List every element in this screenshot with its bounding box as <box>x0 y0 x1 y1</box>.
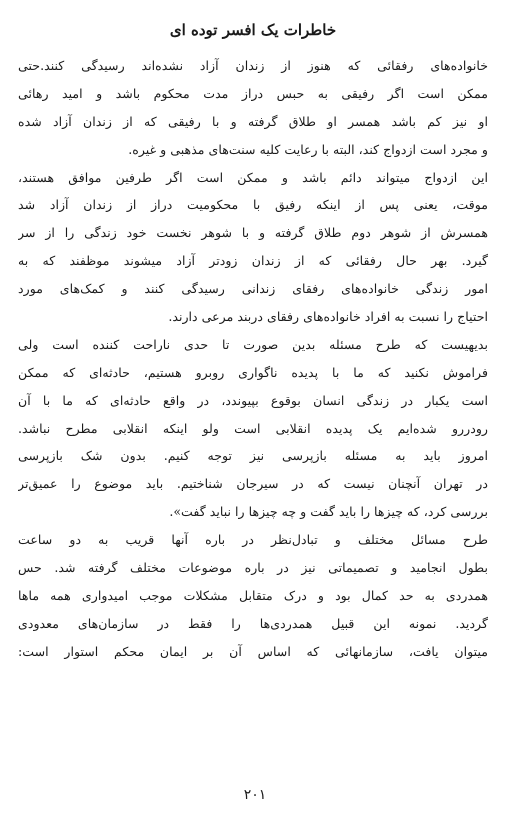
text-line: او نیز کم باشد همسر او طلاق گرفته و با رفیقی که از زندان آزاد شده <box>18 113 488 129</box>
text-line: گردید. نمونه این قبیل همدردی‌ها را فقط در سازمان‌های معدودی <box>18 615 488 631</box>
text-line: خانواده‌های رفقائی که هنوز از زندان آزاد نشده‌اند رسیدگی کنند.حتی <box>18 58 488 73</box>
text-line: همسرش از شوهر دوم طلاق گرفته و با شوهر نخست خود زندگی را از سر <box>18 225 488 241</box>
text-line: میتوان یافت، سازمانهائی که اساس آن بر ایمان محکم استوار است: <box>18 643 488 659</box>
running-header: خاطرات یک افسر توده ای <box>169 21 337 39</box>
text-line: امور زندگی خانواده‌های رفقای زندانی رسیدگی کنند و کمک‌های مورد <box>18 281 488 297</box>
text-line: امروز باید به مسئله بازپرسی نیز توجه کنیم. بدون شک بازپرسی <box>18 448 488 464</box>
text-line: بطول انجامید و تصمیماتی نیز در باره موضوعات مختلف گرفته شد. حس <box>18 560 488 576</box>
text-line: است یکبار در زندگی انسان بوقوع بپیوندد، در واقع حادثه‌ای که ما با آن <box>18 392 488 408</box>
text-line: این ازدواج میتواند دائم باشد و ممکن است اگر طرفین موافق هستند، <box>18 169 488 185</box>
text-line: ممکن است اگر رفیقی به حبس دراز مدت محکوم باشد و امید رهائی <box>18 85 488 101</box>
text-line: طرح مسائل مختلف و تبادل‌نظر در باره آنها قریب به دو ساعت <box>18 532 488 548</box>
text-line: گیرد. بهر حال رفقائی که از زندان زودتر آزاد میشوند موظفند که به <box>18 253 488 269</box>
body-text <box>18 52 488 666</box>
text-line: احتیاج را نسبت به افراد خانواده‌های رفقای دربند مرعی دارند. <box>168 309 488 325</box>
text-line: فراموش نکنید که ما با پدیده ناگواری روبرو هستیم، حادثه‌ای که ممکن <box>18 364 488 380</box>
text-line: در تهران آنچنان نیست که در سیرجان شناختیم. باید موضوع را عمیق‌تر <box>18 476 488 492</box>
page-number: ۲۰۱ <box>243 787 267 803</box>
text-line: بدیهیست که طرح مسئله بدین صورت تا حدی ناراحت کننده است ولی <box>18 336 488 352</box>
text-line: و مجرد است ازدواج کند، البته با رعایت کلیه سنت‌های مذهبی و غیره. <box>128 141 488 157</box>
text-line: موقت، یعنی پس از اینکه رفیق با محکومیت دراز از زندان آزاد شد <box>18 197 488 213</box>
text-line: بررسی کرد، که چیزها را باید گفت و چه چیزها را نباید گفت». <box>169 504 488 520</box>
text-line: همدردی به حد کمال بود و درک متقابل مشکلات موجب امیدواری همه ما‌ها <box>18 587 488 603</box>
text-line: رودررو شده‌ایم یک پدیده انقلابی است ولو اینکه انقلابی مطرح نباشد. <box>18 420 488 436</box>
